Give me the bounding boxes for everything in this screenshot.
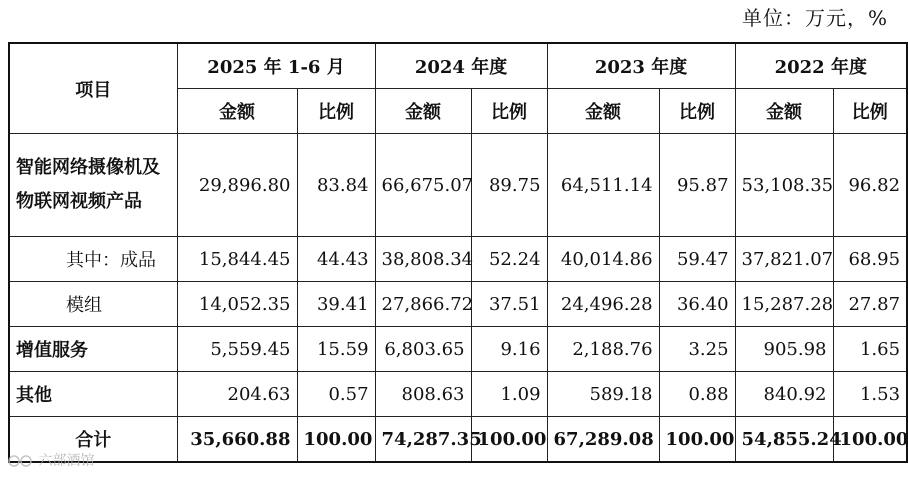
cell-ratio: 0.88	[659, 372, 735, 417]
cell-ratio: 27.87	[833, 282, 907, 327]
cell-ratio: 9.16	[471, 327, 547, 372]
table-row	[9, 372, 907, 417]
cell-amount: 840.92	[735, 372, 833, 417]
header-period-2024: 2024 年度	[375, 43, 547, 89]
cell-ratio: 68.95	[833, 237, 907, 282]
cell-ratio: 15.59	[297, 327, 375, 372]
cell-ratio: 89.75	[471, 134, 547, 237]
cell-ratio: 0.57	[297, 372, 375, 417]
row-label: 其中：成品	[9, 237, 177, 282]
cell-amount: 15,287.28	[735, 282, 833, 327]
cell-ratio: 1.09	[471, 372, 547, 417]
table-row-total	[9, 417, 907, 463]
cell-amount: 15,844.45	[177, 237, 297, 282]
table-row	[9, 327, 907, 372]
watermark	[8, 450, 94, 470]
revenue-table	[8, 42, 908, 463]
cell-amount: 37,821.07	[735, 237, 833, 282]
header-period-2023: 2023 年度	[547, 43, 735, 89]
cell-amount: 35,660.88	[177, 417, 297, 463]
cell-amount: 27,866.72	[375, 282, 471, 327]
row-label: 增值服务	[9, 327, 177, 372]
cell-ratio: 100.00	[659, 417, 735, 463]
header-ratio: 比例	[833, 89, 907, 134]
header-amount: 金额	[735, 89, 833, 134]
header-amount: 金额	[547, 89, 659, 134]
cell-amount: 589.18	[547, 372, 659, 417]
row-label: 其他	[9, 372, 177, 417]
cell-amount: 24,496.28	[547, 282, 659, 327]
cell-ratio: 44.43	[297, 237, 375, 282]
cell-amount: 66,675.07	[375, 134, 471, 237]
cell-ratio: 100.00	[471, 417, 547, 463]
cell-amount: 14,052.35	[177, 282, 297, 327]
cell-amount: 54,855.24	[735, 417, 833, 463]
cell-amount: 40,014.86	[547, 237, 659, 282]
cell-amount: 6,803.65	[375, 327, 471, 372]
table-row	[9, 134, 907, 237]
cell-ratio: 96.82	[833, 134, 907, 237]
cell-amount: 74,287.35	[375, 417, 471, 463]
row-label: 合计	[9, 417, 177, 463]
cell-amount: 67,289.08	[547, 417, 659, 463]
table-row	[9, 282, 907, 327]
header-ratio: 比例	[297, 89, 375, 134]
cell-ratio: 59.47	[659, 237, 735, 282]
cell-amount: 29,896.80	[177, 134, 297, 237]
cell-amount: 64,511.14	[547, 134, 659, 237]
cell-ratio: 36.40	[659, 282, 735, 327]
cell-ratio: 100.00	[833, 417, 907, 463]
header-row	[9, 43, 907, 89]
table-row	[9, 237, 907, 282]
cell-ratio: 1.65	[833, 327, 907, 372]
cell-ratio: 3.25	[659, 327, 735, 372]
header-item: 项目	[9, 43, 177, 134]
header-period-2025h1: 2025 年 1-6 月	[177, 43, 375, 89]
header-period-2022: 2022 年度	[735, 43, 907, 89]
header-amount: 金额	[375, 89, 471, 134]
cell-ratio: 95.87	[659, 134, 735, 237]
watermark-text: 六部酒馆	[38, 453, 95, 469]
unit-label: 单位：万元，%	[741, 6, 888, 30]
header-ratio: 比例	[471, 89, 547, 134]
cell-ratio: 37.51	[471, 282, 547, 327]
header-ratio: 比例	[659, 89, 735, 134]
cell-amount: 204.63	[177, 372, 297, 417]
cell-ratio: 39.41	[297, 282, 375, 327]
cell-amount: 905.98	[735, 327, 833, 372]
cell-ratio: 52.24	[471, 237, 547, 282]
cell-ratio: 1.53	[833, 372, 907, 417]
cell-amount: 808.63	[375, 372, 471, 417]
cell-amount: 5,559.45	[177, 327, 297, 372]
row-label: 模组	[9, 282, 177, 327]
header-amount: 金额	[177, 89, 297, 134]
cell-amount: 2,188.76	[547, 327, 659, 372]
cell-ratio: 100.00	[297, 417, 375, 463]
cell-amount: 38,808.34	[375, 237, 471, 282]
watermark-logo-icon	[8, 454, 34, 468]
row-label: 智能网络摄像机及物联网视频产品	[9, 134, 177, 237]
cell-ratio: 83.84	[297, 134, 375, 237]
cell-amount: 53,108.35	[735, 134, 833, 237]
